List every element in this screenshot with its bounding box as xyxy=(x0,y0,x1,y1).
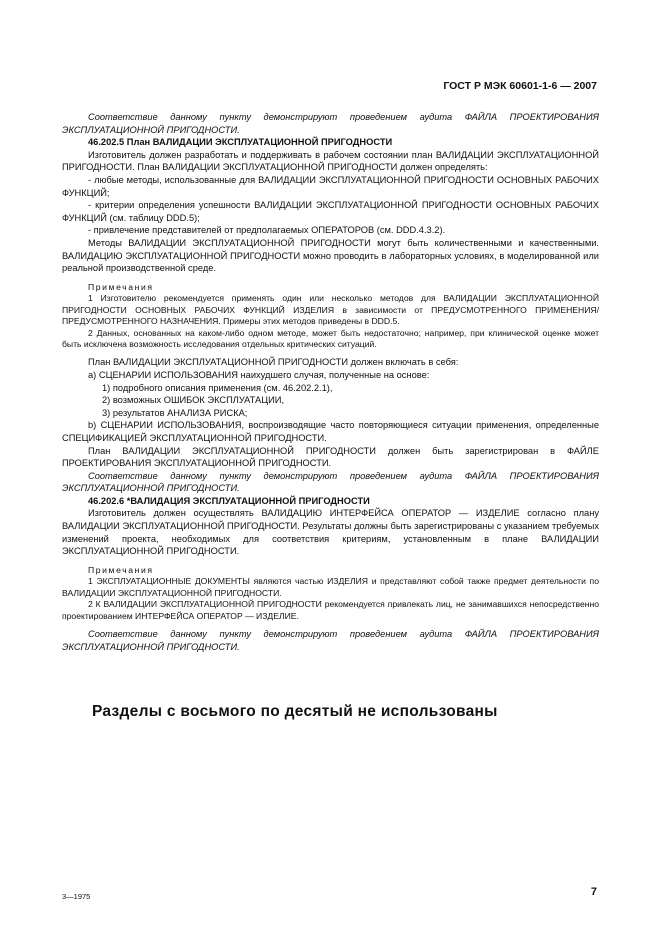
body-paragraph: Изготовитель должен осуществлять ВАЛИДАЦИЮ ИНТЕРФЕЙСА ОПЕРАТОР — ИЗДЕЛИЕ согласно плану ВАЛИДАЦИИ ЭКСПЛУАТАЦИОННОЙ ПРИГОДНОСТИ. Результаты должны быть зарегистрированы с указанием требуемых изменений проекта, необходимых для соответствия критериям, установленным в плане ВАЛИДАЦИИ ЭКСПЛУАТАЦИОННОЙ ПРИГОДНОСТИ. xyxy=(62,508,599,557)
body-paragraph: План ВАЛИДАЦИИ ЭКСПЛУАТАЦИОННОЙ ПРИГОДНОСТИ должен быть зарегистрирован в ФАЙЛЕ ПРОЕКТИРОВАНИЯ ЭКСПЛУАТАЦИОННОЙ ПРИГОДНОСТИ. xyxy=(62,445,599,469)
list-item: 3) результатов АНАЛИЗА РИСКА; xyxy=(102,407,248,418)
compliance-statement: Соответствие данному пункту демонстрируют проведением аудита ФАЙЛА ПРОЕКТИРОВАНИЯ ЭКСПЛУАТАЦИОННОЙ ПРИГОДНОСТИ. xyxy=(62,112,599,135)
body-paragraph: а) СЦЕНАРИИ ИСПОЛЬЗОВАНИЯ наихудшего случая, полученные на основе: xyxy=(88,369,430,380)
body-paragraph: Методы ВАЛИДАЦИИ ЭКСПЛУАТАЦИОННОЙ ПРИГОДНОСТИ могут быть количественными и качественными. ВАЛИДАЦИЮ ЭКСПЛУАТАЦИОННОЙ ПРИГОДНОСТИ можно проводить в лабораторных условиях, в моделированной или реальной производственной среде. xyxy=(62,237,599,274)
note-paragraph: 1 Изготовителю рекомендуется применять один или несколько методов для ВАЛИДАЦИИ ЭКСПЛУАТАЦИОННОЙ ПРИГОДНОСТИ ОСНОВНЫХ РАБОЧИХ ФУНКЦИЙ ИЗДЕЛИЯ в зависимости от ПРЕДУСМОТРЕННОГО ПРИМЕНЕНИЯ/ПРЕДУСМОТРЕННОГО НАЗНАЧЕНИЯ. Примеры этих методов приведены в DDD.5. xyxy=(62,293,599,327)
document-body xyxy=(62,111,599,653)
list-item: 1) подробного описания применения (см. 46.202.2.1), xyxy=(102,382,333,393)
note-paragraph: 1 ЭКСПЛУАТАЦИОННЫЕ ДОКУМЕНТЫ являются частью ИЗДЕЛИЯ и представляют собой также предмет деятельности по ВАЛИДАЦИИ ЭКСПЛУАТАЦИОННОЙ ПРИГОДНОСТИ. xyxy=(62,576,599,598)
note-paragraph: 2 К ВАЛИДАЦИИ ЭКСПЛУАТАЦИОННОЙ ПРИГОДНОСТИ рекомендуется привлекать лиц, не занимавшихся непосредственно проектированием ИНТЕРФЕЙСА ОПЕРАТОР — ИЗДЕЛИЕ. xyxy=(62,599,599,621)
clause-number: 46.202.5 xyxy=(88,137,127,148)
compliance-statement: Соответствие данному пункту демонстрируют проведением аудита ФАЙЛА ПРОЕКТИРОВАНИЯ ЭКСПЛУАТАЦИОННОЙ ПРИГОДНОСТИ. xyxy=(62,470,599,494)
body-paragraph: b) СЦЕНАРИИ ИСПОЛЬЗОВАНИЯ, воспроизводящие часто повторяющиеся ситуации применения, определенные СПЕЦИФИКАЦИЕЙ ЭКСПЛУАТАЦИОННОЙ ПРИГОДНОСТИ. xyxy=(62,420,599,443)
page-number: 7 xyxy=(590,886,597,898)
clause-heading xyxy=(62,495,599,508)
clause-number: 46.202.6 xyxy=(88,495,127,506)
body-paragraph: - любые методы, использованные для ВАЛИДАЦИИ ЭКСПЛУАТАЦИОННОЙ ПРИГОДНОСТИ ОСНОВНЫХ РАБОЧИХ ФУНКЦИЙ; xyxy=(62,174,599,198)
body-paragraph: Изготовитель должен разработать и поддерживать в рабочем состоянии план ВАЛИДАЦИИ ЭКСПЛУАТАЦИОННОЙ ПРИГОДНОСТИ. План ВАЛИДАЦИИ ЭКСПЛУАТАЦИОННОЙ ПРИГОДНОСТИ должен определять: xyxy=(62,149,599,173)
clause-title: *ВАЛИДАЦИЯ ЭКСПЛУАТАЦИОННОЙ ПРИГОДНОСТИ xyxy=(126,495,370,506)
body-paragraph: План ВАЛИДАЦИИ ЭКСПЛУАТАЦИОННОЙ ПРИГОДНОСТИ должен включать в себя: xyxy=(88,357,459,368)
section-title: Разделы с восьмого по десятый не использованы xyxy=(92,703,498,720)
compliance-statement: Соответствие данному пункту демонстрируют проведением аудита ФАЙЛА ПРОЕКТИРОВАНИЯ ЭКСПЛУАТАЦИОННОЙ ПРИГОДНОСТИ. xyxy=(62,629,599,652)
notes-heading: Примечания xyxy=(88,281,154,292)
clause-heading xyxy=(62,136,599,149)
body-paragraph: - привлечение представителей от предполагаемых ОПЕРАТОРОВ (см. DDD.4.3.2). xyxy=(88,225,446,236)
notes-heading: Примечания xyxy=(88,564,154,575)
body-paragraph: - критерии определения успешности ВАЛИДАЦИИ ЭКСПЛУАТАЦИОННОЙ ПРИГОДНОСТИ ОСНОВНЫХ РАБОЧИХ ФУНКЦИЙ (см. таблицу DDD.5); xyxy=(62,200,599,223)
document-standard-code: ГОСТ Р МЭК 60601-1-6 — 2007 xyxy=(443,80,597,92)
footer-print-code: 3—1975 xyxy=(62,892,91,901)
note-paragraph: 2 Данных, основанных на каком-либо одном методе, может быть недостаточно; например, при клинической оценке может быть исключена возможность исследования отдельных критических ситуаций. xyxy=(62,327,599,349)
clause-title: План ВАЛИДАЦИИ ЭКСПЛУАТАЦИОННОЙ ПРИГОДНОСТИ xyxy=(126,137,393,148)
list-item: 2) возможных ОШИБОК ЭКСПЛУАТАЦИИ, xyxy=(102,395,285,406)
